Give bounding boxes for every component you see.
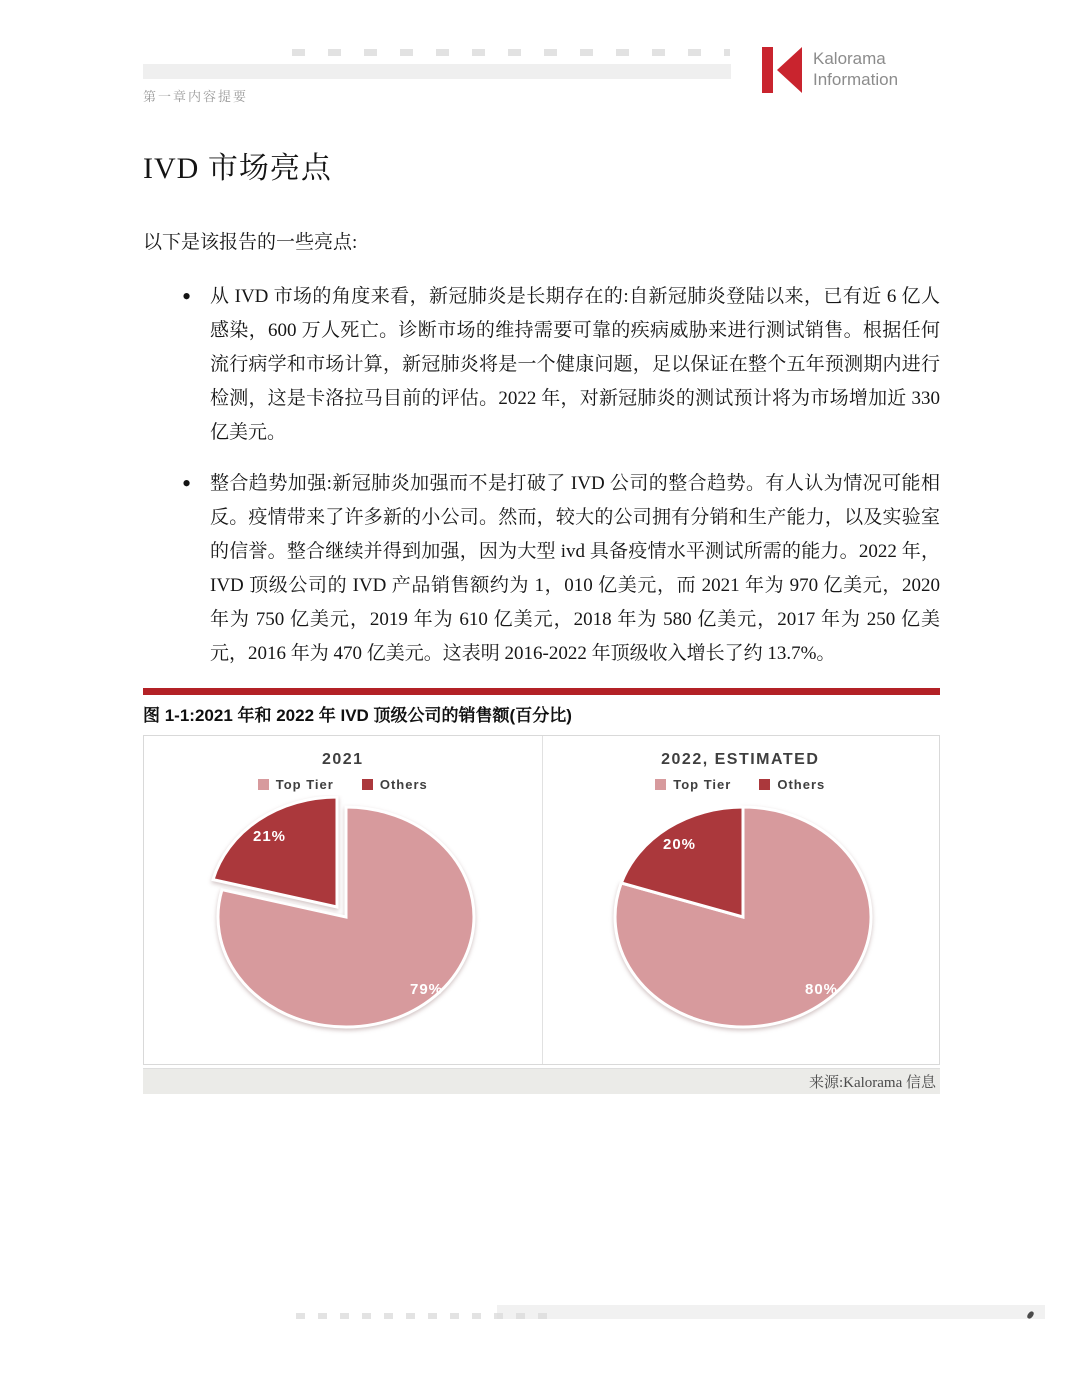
- pie-chart-2021: [144, 736, 542, 1064]
- page-content: [143, 143, 940, 1094]
- figure-caption: 图 1-1:2021 年和 2022 年 IVD 顶级公司的销售额(百分比): [143, 706, 572, 725]
- logo-line2: Information: [813, 70, 899, 89]
- pie-label-others-2022: 20%: [663, 836, 697, 853]
- highlights-list: [143, 280, 940, 671]
- legend-label-top-tier: Top Tier: [275, 777, 334, 792]
- legend-2021: [258, 777, 428, 792]
- chart-title-2022: 2022, ESTIMATED: [661, 751, 820, 768]
- legend-swatch-others: [362, 779, 373, 790]
- kalorama-logo: [762, 46, 898, 94]
- faded-header-text: [292, 49, 730, 56]
- chart-title-2021: 2021: [321, 751, 364, 768]
- footer-bar: [497, 1305, 1045, 1319]
- header-rule: [143, 64, 731, 79]
- figure-top-rule: [143, 688, 940, 695]
- pie-2022: [575, 795, 905, 1035]
- page-title: IVD 市场亮点: [143, 152, 332, 185]
- legend-item-others: [759, 777, 825, 792]
- faded-footer-text: [296, 1313, 560, 1319]
- legend-item-top-tier: [258, 777, 334, 792]
- legend-swatch-others: [759, 779, 770, 790]
- legend-label-others: Others: [777, 777, 826, 792]
- figure-source: 来源:Kalorama 信息: [808, 1075, 936, 1091]
- legend-swatch-top-tier: [655, 779, 666, 790]
- legend-swatch-top-tier: [258, 779, 269, 790]
- highlight-bullet-1: • 从 IVD 市场的角度来看，新冠肺炎是长期存在的:自新冠肺炎登陆以来，已有近 6 亿人感染，600 万人死亡。诊断市场的维持需要可靠的疾病威胁来进行测试销售。根据任何流行病学和市场计算，新冠肺炎将是一个健康问题，足以保证在整个五年预测期内进行检测，这是卡洛拉马目前的评估。2022 年，对新冠肺炎的测试预计将为市场增加近 330 亿美元。: [210, 280, 940, 450]
- pie-chart-2022: [542, 736, 940, 1064]
- figure-box: [143, 735, 940, 1065]
- figure-source-band: [143, 1068, 940, 1094]
- legend-label-others: Others: [379, 777, 428, 792]
- legend-item-top-tier: [655, 777, 731, 792]
- legend-2022: [655, 777, 825, 792]
- pie-label-top-tier-2021: 79%: [409, 981, 443, 998]
- legend-item-others: [362, 777, 428, 792]
- chapter-label: 第一章内容提要: [143, 89, 249, 104]
- pie-label-others-2021: 21%: [252, 828, 286, 845]
- intro-text: 以下是该报告的一些亮点:: [143, 232, 358, 253]
- legend-label-top-tier: Top Tier: [673, 777, 732, 792]
- figure-divider: [542, 736, 543, 1064]
- pie-label-top-tier-2022: 80%: [805, 981, 839, 998]
- logo-text: [813, 49, 898, 90]
- logo-line1: Kalorama: [813, 49, 886, 69]
- highlight-bullet-2: • 整合趋势加强:新冠肺炎加强而不是打破了 IVD 公司的整合趋势。有人认为情况可能相反。疫情带来了许多新的小公司。然而，较大的公司拥有分销和生产能力，以及实验室的信誉。整合继续并得到加强，因为大型 ivd 具备疫情水平测试所需的能力。2022 年，IVD 顶级公司的 IVD 产品销售额约为 1，010 亿美元，而 2021 年为 970 亿美元，2020 年为 750 亿美元，2019 年为 610 亿美元，2018 年为 580 亿美元，2017 年为 250 亿美元，2016 年为 470 亿美元。这表明 2016-2022 年顶级收入增长了约 13.7%。: [210, 467, 940, 671]
- kalorama-logo-icon: [762, 46, 802, 94]
- pie-2021: [178, 795, 508, 1035]
